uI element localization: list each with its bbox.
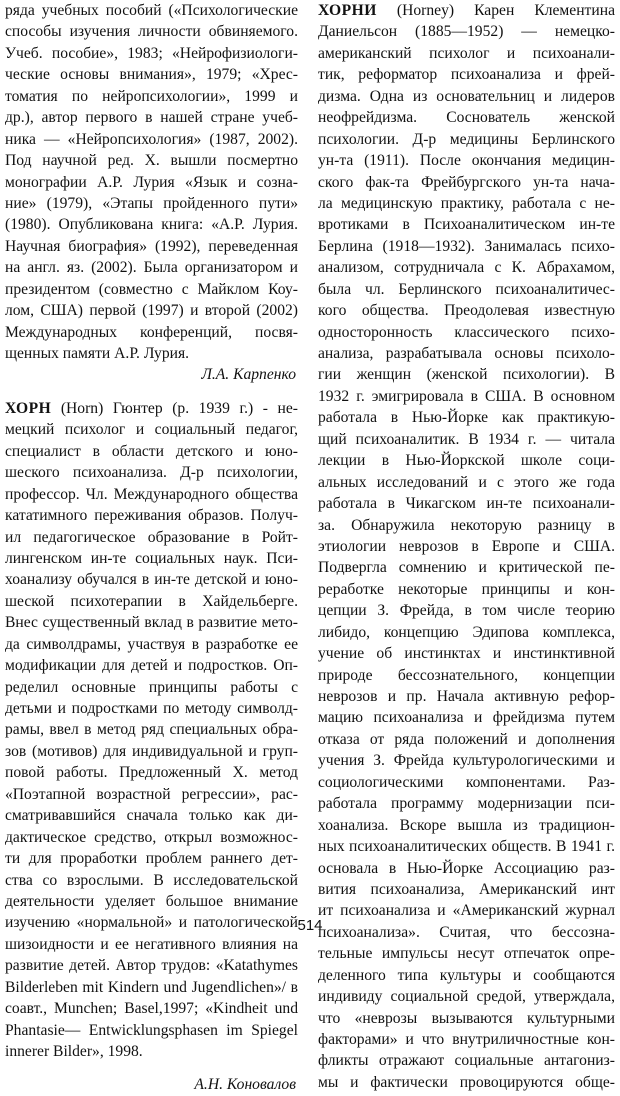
text-line: хоанализа. Вскоре вышла из традицион- xyxy=(318,816,615,834)
text-line: дизма. Одна из основательниц и лидеров xyxy=(318,87,615,105)
horn-author-signature: А.Н. Коновалов xyxy=(194,1076,296,1094)
text-line: анализом, сотрудничала с К. Абрахамом, xyxy=(318,259,615,277)
text-line: модификации для детей и подростков. Оп- xyxy=(5,657,298,675)
text-line: факторами» и что внутриличностные кон- xyxy=(318,1031,615,1048)
text-line: психологии. Д-р медицины Берлинского xyxy=(318,130,615,148)
text-line: была чл. Берлинского психоаналитичес- xyxy=(318,280,615,298)
text-line: ти для проработки проблем раннего дет- xyxy=(5,850,298,868)
text-line: да символдрамы, участвуя в разработке ее xyxy=(5,635,298,653)
text-line: мы и фактически провоцируются обще- xyxy=(318,1073,615,1091)
text-line: зов (мотивов) для индивидуальной и груп- xyxy=(5,742,298,760)
text-line: изучению «нормальной» и патологической xyxy=(5,914,298,932)
text-line: томатия по нейропсихологии», 1999 и xyxy=(5,87,298,105)
text-line: ряда учебных пособий («Психологические xyxy=(5,2,298,19)
text-line: профессор. Чл. Международного общества xyxy=(5,485,298,503)
text-line: вития психоанализа, Американский инт xyxy=(318,880,615,898)
text-line: гии женщин (женской психологии). В xyxy=(318,366,615,384)
text-line: работала в Чикагском ин-те психоанали- xyxy=(318,495,615,513)
text-line: фликты отражают социальные антагониз- xyxy=(318,1052,615,1070)
text-line: вротиками в Психоаналитическом ин-те xyxy=(318,216,615,234)
text-line: американский психолог и психоанали- xyxy=(318,44,615,62)
text-line: 1932 г. эмигрировала в США. В основном xyxy=(318,387,615,405)
text-line: социологическими компонентами. Раз- xyxy=(318,773,615,791)
text-line: щенных памяти А.Р. Лурия. xyxy=(5,345,190,362)
text-line: альных исследований и с этого же года xyxy=(318,473,615,491)
text-line: Даниельсон (1885—1952) — немецко- xyxy=(318,23,615,41)
text-line: реработке некоторые принципы и кон- xyxy=(318,580,615,598)
text-line: ческие основы внимания», 1979; «Хрес- xyxy=(5,66,298,84)
text-line: ил педагогическое образование в Ройт- xyxy=(5,528,298,546)
text-line: кататимного переживания образов. Получ- xyxy=(5,507,298,525)
luria-entry-continuation xyxy=(5,0,298,364)
text-line: ун-та (1911). После окончания медицин- xyxy=(318,152,615,170)
text-line: на англ. яз. (2002). Была организатором и xyxy=(5,259,298,277)
text-line: ределил основные принципы работы с xyxy=(5,678,298,696)
text-line: Международных конференций, посвя- xyxy=(5,323,298,341)
text-line: лингенском ин-те социальных наук. Пси- xyxy=(5,549,298,567)
text-line: повой работы. Предложенный Х. метод xyxy=(5,764,298,782)
text-line: кого общества. Преодолевая известную xyxy=(318,302,615,320)
text-line: ние» (1979), «Этапы пройденного пути» xyxy=(5,194,298,212)
text-line: деленного типа культуры и сообщаются xyxy=(318,966,615,984)
text-line: отказа от ряда положений и дополнения xyxy=(318,730,615,748)
text-line: «Поэтапной возрастной регрессии», рас- xyxy=(5,785,298,803)
text-line: Подвергла сомнению и критической пе- xyxy=(318,559,615,577)
text-line: развитие детей. Автор трудов: «Katathymes xyxy=(5,957,298,975)
text-line: монографии А.Р. Лурия «Язык и созна- xyxy=(5,173,298,191)
text-line: лом, США) первой (1997) и второй (2002) xyxy=(5,302,298,320)
text-line: щий психоаналитик. В 1934 г. — читала xyxy=(318,430,615,448)
horney-first-line xyxy=(318,0,615,21)
text-line: способы изучения личности обвиняемого. xyxy=(5,23,298,41)
text-line: односторонность классического психо- xyxy=(318,323,615,341)
horn-headword: ХОРН xyxy=(5,399,52,417)
entry-separator xyxy=(5,386,298,398)
horn-entry-body xyxy=(5,419,298,1062)
text-line: соавт., Munchen; Basel,1997; «Kindheit und xyxy=(5,1000,298,1018)
text-line: психоанализа». Считая, что бессозна- xyxy=(318,923,615,941)
text-line: (1980). Опубликована книга: «А.Р. Лурия. xyxy=(5,216,298,234)
horn-first-line xyxy=(5,398,298,419)
text-line: дактическое средство, открыл возможнос- xyxy=(5,828,298,846)
text-line: рамы, ввел в метод ряд специальных обра- xyxy=(5,721,298,739)
text-line: либидо, концепцию Эдипова комплекса, xyxy=(318,623,615,641)
text-line: хоанализу обучался в ин-те детской и юно- xyxy=(5,571,298,589)
luria-author-signature: Л.А. Карпенко xyxy=(201,366,296,384)
text-line: ла медицинскую практику, работала с не- xyxy=(318,194,615,212)
text-line: основала в Нью-Йорке Ассоциацию раз- xyxy=(318,859,615,877)
text-line: лекции в Нью-Йоркской школе соци- xyxy=(318,452,615,470)
text-line: тик, реформатор психоанализа и фрей- xyxy=(318,66,615,84)
horn-first-line-text: (Horn) Гюнтер (р. 1939 г.) - не- xyxy=(51,399,298,417)
text-line: анализа, разрабатывала основы психоло- xyxy=(318,345,615,362)
text-line: ных психоаналитических обществ. В 1941 г. xyxy=(318,838,615,856)
text-line: Берлина (1918—1932). Занималась психо- xyxy=(318,237,615,255)
text-line: неврозов и пр. Начала активную рефор- xyxy=(318,688,615,705)
text-line: ника — «Нейропсихология» (1987, 2002). xyxy=(5,130,298,148)
text-line: детьми и подростками по методу символд- xyxy=(5,700,298,717)
text-line: цепции З. Фрейда, в том числе теорию xyxy=(318,602,615,620)
text-line: индивиду социальной средой, утверждала, xyxy=(318,988,615,1006)
text-line: что «неврозы вызываются культурными xyxy=(318,1009,615,1027)
text-line: сматривавшийся сначала только как ди- xyxy=(5,807,298,825)
text-line: ского фак-та Фрейбургского ун-та нача- xyxy=(318,173,615,191)
text-line: учение об инстинктах и инстинктивной xyxy=(318,645,615,663)
text-line: innerer Bilder», 1998. xyxy=(5,1043,143,1060)
text-line: Научная биография» (1992), переведенная xyxy=(5,237,298,255)
text-line: специалист в области детского и юно- xyxy=(5,442,298,460)
horney-first-line-text: (Horney) Карен Клементина xyxy=(376,2,615,19)
text-line: природе бессознательного, концепции xyxy=(318,666,615,684)
text-line: Bilderleben mit Kindern und Jugendlichen»/ в xyxy=(5,978,298,996)
text-line: работала программу модернизации пси- xyxy=(318,795,615,813)
text-line: др.), автор первого в нашей стране учеб- xyxy=(5,109,298,127)
text-line: Внес существенный вклад в развитие мето- xyxy=(5,614,298,632)
text-line: Phantasie— Entwicklungsphasen im Spiegel xyxy=(5,1021,298,1039)
text-line: тельные импульсы несут отпечаток опре- xyxy=(318,945,615,963)
horney-headword: ХОРНИ xyxy=(318,2,377,19)
text-line: Учеб. пособие», 1983; «Нейрофизиологи- xyxy=(5,44,298,62)
text-line: неофрейдизма. Соснователь женской xyxy=(318,109,615,127)
text-line: шизоидности и ее негативного влияния на xyxy=(5,935,298,953)
text-line: Под научной ред. Х. вышли посмертно xyxy=(5,152,298,170)
text-line: за. Обнаружила некоторую разницу в xyxy=(318,516,615,534)
text-line: ит психоанализа и «Американский журнал xyxy=(318,902,615,920)
text-line: мецкий психолог и социальный педагог, xyxy=(5,421,298,439)
text-line: президентом (совместно с Майклом Коу- xyxy=(5,280,298,298)
text-line: деятельности уделяет большое внимание xyxy=(5,892,298,910)
text-line: шеского психоанализа. Д-р психологии, xyxy=(5,464,298,482)
text-line: мацию психоанализа и фрейдизма путем xyxy=(318,709,615,727)
horn-entry xyxy=(5,398,298,1096)
text-line: шеской психотерапии в Хайдельберге. xyxy=(5,592,298,610)
text-line: работала в Нью-Йорке как практикую- xyxy=(318,409,615,427)
text-line: этиологии неврозов в Европе и США. xyxy=(318,537,615,555)
author-gap xyxy=(5,1062,298,1074)
text-line: ства со взрослыми. В исследовательской xyxy=(5,871,298,889)
text-line: учения З. Фрейда культурологическими и xyxy=(318,752,615,770)
page-number: 514 xyxy=(297,917,323,934)
